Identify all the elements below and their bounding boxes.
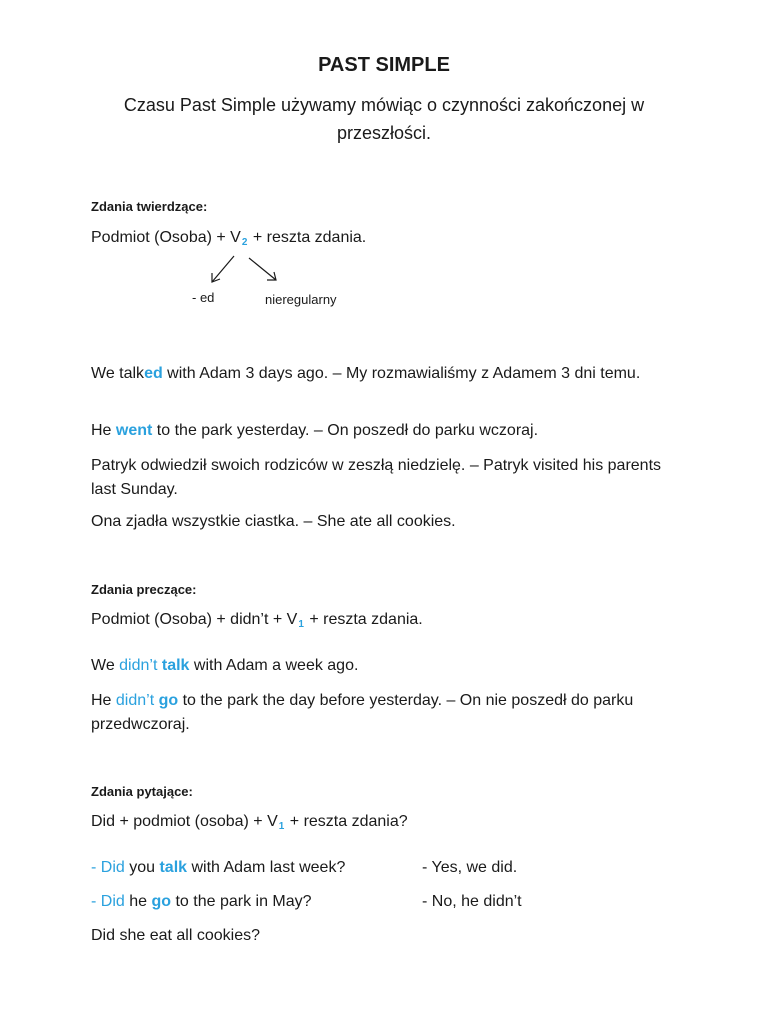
highlight-did: - Did xyxy=(91,893,125,910)
branch-irregular-label: nieregularny xyxy=(265,292,337,307)
example-text: He xyxy=(91,422,116,439)
example-text: he xyxy=(124,893,152,910)
negative-formula xyxy=(91,611,423,629)
example-text: We xyxy=(91,657,120,674)
example-text: We talk xyxy=(91,365,145,382)
affirmative-example-3: Patryk odwiedził swoich rodziców w zeszłą niedzielę. – Patryk visited his parents last Sunday. xyxy=(91,457,662,498)
branch-arrows xyxy=(200,252,290,288)
affirmative-example-2 xyxy=(91,422,538,440)
highlight-verb: talk xyxy=(159,859,188,876)
question-formula xyxy=(91,813,408,831)
example-text: to the park the day before yesterday. – On nie poszedł do parku przedwczoraj. xyxy=(91,692,634,733)
affirmative-example-4: Ona zjadła wszystkie ciastka. – She ate all cookies. xyxy=(91,513,456,530)
branch-ed-label: - ed xyxy=(192,290,215,305)
example-text: with Adam a week ago. xyxy=(189,657,359,674)
example-text: with Adam last week? xyxy=(187,859,346,876)
negative-example-1 xyxy=(91,657,358,675)
example-text: He xyxy=(91,692,116,709)
affirmative-example-1 xyxy=(91,362,681,386)
arrow-left xyxy=(212,256,234,282)
highlight-did: - Did xyxy=(91,859,125,876)
formula-text: + reszta zdania. xyxy=(304,611,423,628)
formula-text: + reszta zdania? xyxy=(285,813,408,830)
affirmative-formula xyxy=(91,229,366,247)
example-text: to the park yesterday. – On poszedł do parku wczoraj. xyxy=(152,422,539,439)
question-answer-2: - No, he didn’t xyxy=(422,893,522,910)
negative-example-2 xyxy=(91,689,681,737)
question-heading: Zdania pytające: xyxy=(91,784,193,799)
highlight-went: went xyxy=(115,422,153,439)
example-text: to the park in May? xyxy=(171,893,312,910)
verb-form-subscript: 2 xyxy=(241,237,248,248)
highlight-didnt: didn’t xyxy=(119,657,162,674)
example-text: you xyxy=(124,859,160,876)
negative-heading: Zdania preczące: xyxy=(91,582,197,597)
verb-form-subscript: 1 xyxy=(278,821,285,832)
highlight-ed: ed xyxy=(144,365,163,382)
highlight-didnt: didn’t xyxy=(115,692,159,709)
highlight-verb: go xyxy=(158,692,179,709)
formula-text: + reszta zdania. xyxy=(248,229,367,246)
question-example-1 xyxy=(91,859,345,877)
question-example-3: Did she eat all cookies? xyxy=(91,927,260,944)
formula-text: Podmiot (Osoba) + didn’t + V xyxy=(91,611,298,628)
affirmative-heading: Zdania twierdzące: xyxy=(91,199,208,214)
arrow-right xyxy=(249,258,276,280)
verb-form-subscript: 1 xyxy=(298,619,304,630)
formula-text: Did + podmiot (osoba) + V xyxy=(91,813,278,830)
intro-text: Czasu Past Simple używamy mówiąc o czynności zakończonej w przeszłości. xyxy=(123,95,645,143)
example-text: with Adam 3 days ago. – My rozmawialiśmy z Adamem 3 dni temu. xyxy=(162,365,641,382)
highlight-verb: go xyxy=(151,893,172,910)
highlight-verb: talk xyxy=(161,657,190,674)
formula-text: Podmiot (Osoba) + V xyxy=(91,229,241,246)
question-answer-1: - Yes, we did. xyxy=(422,859,518,876)
question-example-2 xyxy=(91,893,312,911)
page-title: PAST SIMPLE xyxy=(318,54,450,76)
